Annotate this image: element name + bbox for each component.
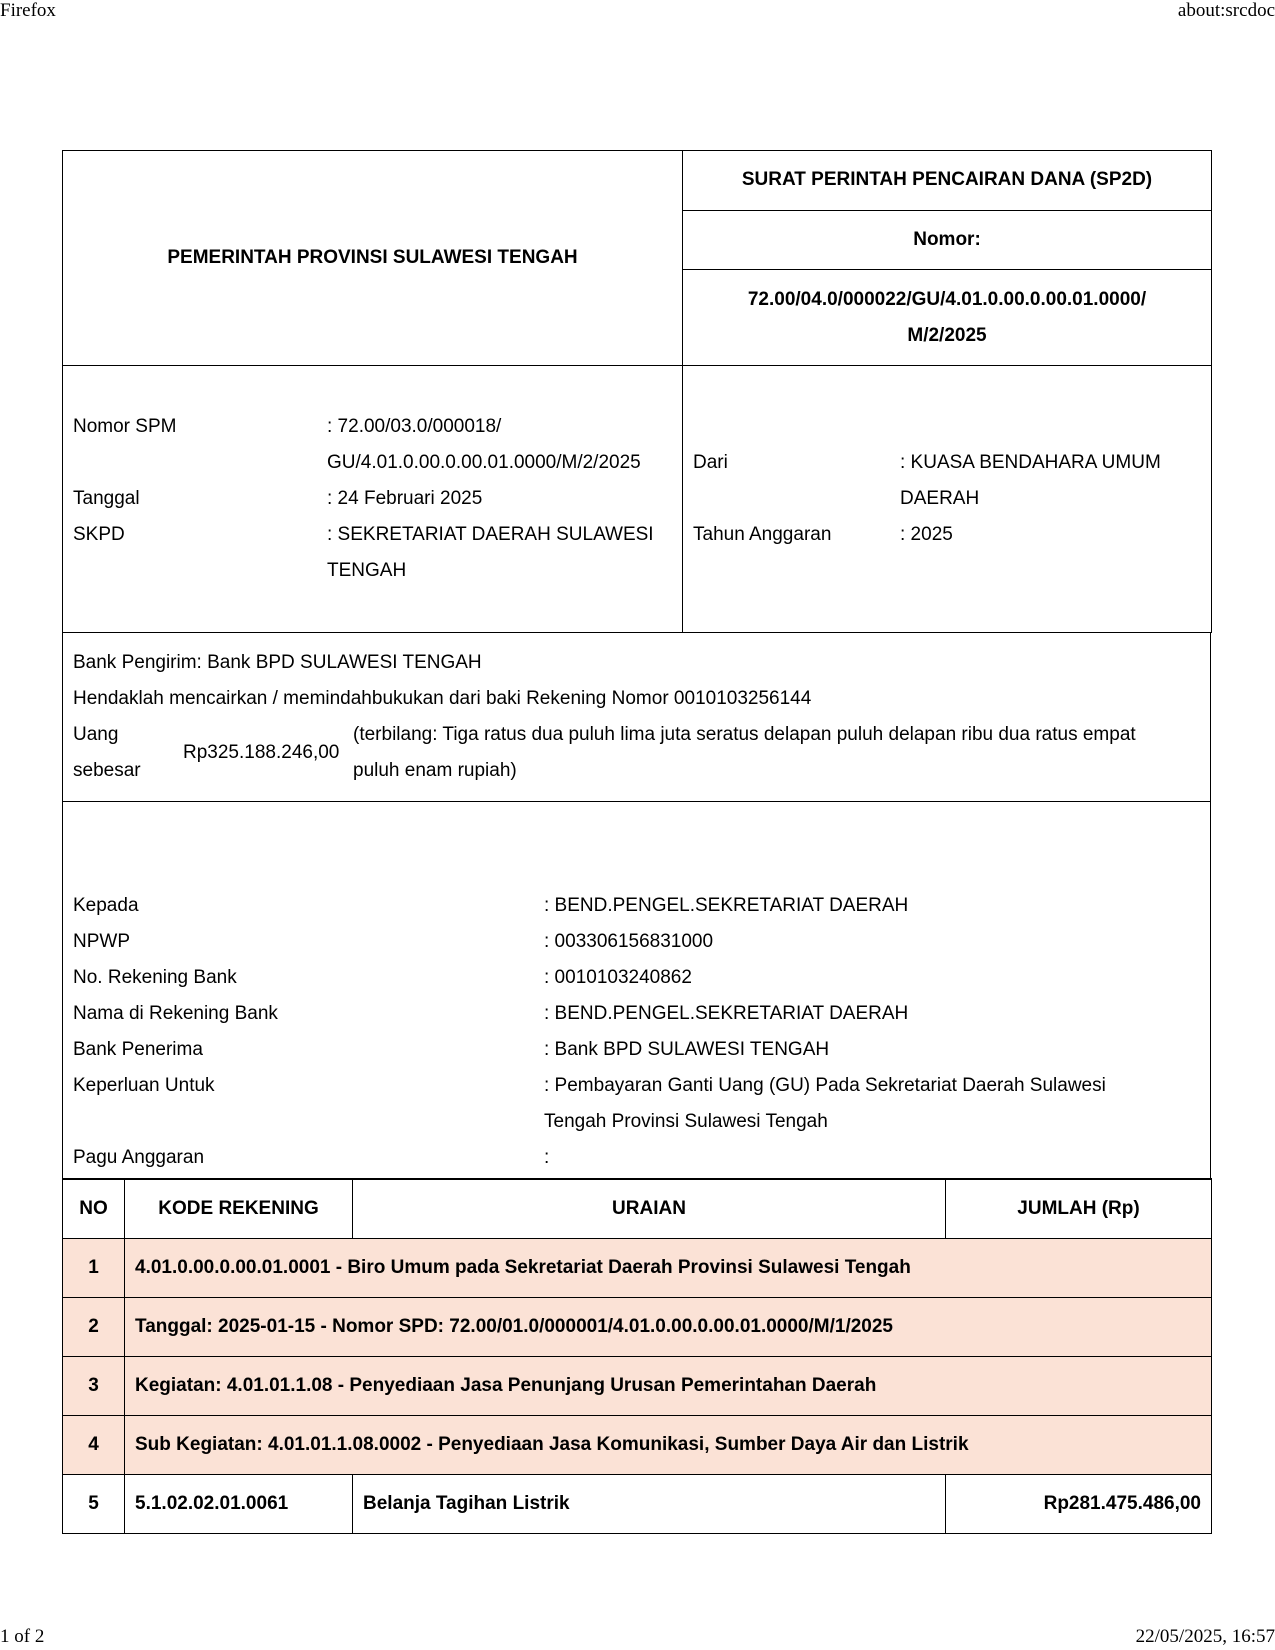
- table-row: [63, 1416, 1212, 1475]
- items-table: [62, 1178, 1212, 1534]
- pagu-value: :: [544, 1147, 550, 1168]
- nomor-label: Nomor:: [683, 210, 1212, 270]
- bank-penerima-value: : Bank BPD SULAWESI TENGAH: [544, 1039, 830, 1060]
- table-row: [63, 1239, 1212, 1298]
- rekening-value: : 0010103240862: [544, 967, 692, 988]
- kepada-value: : BEND.PENGEL.SEKRETARIAT DAERAH: [544, 895, 909, 916]
- sp2d-document: [62, 150, 1211, 1534]
- table-row: [63, 1475, 1212, 1534]
- row-no: 4: [63, 1416, 125, 1475]
- row-group-text: 4.01.0.00.0.00.01.0001 - Biro Umum pada Sekretariat Daerah Provinsi Sulawesi Tengah: [125, 1239, 1212, 1298]
- dari-info: [683, 366, 1212, 633]
- nomor-value: [683, 270, 1212, 366]
- dari-line1: : KUASA BENDAHARA UMUM: [900, 452, 1161, 473]
- header-jumlah: JUMLAH (Rp): [946, 1179, 1212, 1239]
- uang-label: [73, 717, 183, 789]
- nomor-value-line2: M/2/2025: [907, 324, 987, 346]
- row-no: 5: [63, 1475, 125, 1534]
- bank-info: [63, 633, 1211, 802]
- npwp-value: : 003306156831000: [544, 931, 714, 952]
- dari-label: Dari: [693, 452, 728, 473]
- header-uraian: URAIAN: [353, 1179, 946, 1239]
- rekening-label: No. Rekening Bank: [73, 967, 237, 988]
- header-kode-rekening: KODE REKENING: [125, 1179, 353, 1239]
- print-header-app: Firefox: [0, 0, 56, 21]
- table-row: [63, 1298, 1212, 1357]
- row-group-text: Kegiatan: 4.01.01.1.08 - Penyediaan Jasa Penunjang Urusan Pemerintahan Daerah: [125, 1357, 1212, 1416]
- tanggal-label: Tanggal: [73, 488, 140, 509]
- print-header-url: about:srcdoc: [1177, 0, 1275, 21]
- uang-label-line1: Uang: [73, 724, 119, 745]
- spm-info: [63, 366, 683, 633]
- bank-table: [62, 632, 1211, 802]
- items-header-row: [63, 1179, 1212, 1239]
- keperluan-line1: : Pembayaran Ganti Uang (GU) Pada Sekretariat Daerah Sulawesi: [544, 1075, 1106, 1096]
- nomor-value-line1: 72.00/04.0/000022/GU/4.01.0.00.0.00.01.0000/: [747, 288, 1147, 310]
- nama-rekening-value: : BEND.PENGEL.SEKRETARIAT DAERAH: [544, 1003, 909, 1024]
- row-no: 1: [63, 1239, 125, 1298]
- keperluan-line2: Tengah Provinsi Sulawesi Tengah: [544, 1111, 828, 1132]
- nomor-spm-line1: : 72.00/03.0/000018/: [327, 416, 502, 437]
- uang-amount: Rp325.188.246,00: [183, 742, 340, 763]
- row-no: 2: [63, 1298, 125, 1357]
- skpd-label: SKPD: [73, 524, 125, 545]
- kepada-label: Kepada: [73, 895, 139, 916]
- print-footer-datetime: 22/05/2025, 16:57: [1135, 1626, 1275, 1647]
- dari-value: [900, 445, 1201, 517]
- skpd-line2: TENGAH: [327, 560, 407, 581]
- print-footer-page: 1 of 2: [0, 1626, 45, 1647]
- row-no: 3: [63, 1357, 125, 1416]
- keperluan-value: [544, 1068, 1200, 1140]
- keperluan-label: Keperluan Untuk: [73, 1075, 215, 1096]
- skpd-line1: : SEKRETARIAT DAERAH SULAWESI: [327, 524, 654, 545]
- recipient-table: [62, 801, 1211, 1179]
- nomor-spm-value: [327, 409, 672, 481]
- uang-label-line2: sebesar: [73, 760, 141, 781]
- row-group-text: Tanggal: 2025-01-15 - Nomor SPD: 72.00/01.0/000001/4.01.0.00.0.00.01.0000/M/1/2025: [125, 1298, 1212, 1357]
- recipient-info: [63, 802, 1211, 1179]
- title-table: [62, 150, 1212, 366]
- row-kode-rekening: 5.1.02.02.01.0061: [125, 1475, 353, 1534]
- table-row: [63, 1357, 1212, 1416]
- bank-penerima-label: Bank Penerima: [73, 1039, 203, 1060]
- row-group-text: Sub Kegiatan: 4.01.01.1.08.0002 - Penyediaan Jasa Komunikasi, Sumber Daya Air dan Listrik: [125, 1416, 1212, 1475]
- terbilang-line2: puluh enam rupiah): [353, 760, 517, 781]
- tanggal-value: : 24 Februari 2025: [327, 488, 483, 509]
- dari-line2: DAERAH: [900, 488, 980, 509]
- document-type-title: SURAT PERINTAH PENCAIRAN DANA (SP2D): [683, 151, 1212, 211]
- npwp-label: NPWP: [73, 931, 130, 952]
- row-jumlah: Rp281.475.486,00: [946, 1475, 1212, 1534]
- nomor-spm-line2: GU/4.01.0.00.0.00.01.0000/M/2/2025: [327, 452, 641, 473]
- bank-pengirim: Bank Pengirim: Bank BPD SULAWESI TENGAH: [73, 652, 482, 673]
- nama-rekening-label: Nama di Rekening Bank: [73, 1003, 278, 1024]
- tahun-anggaran-value: : 2025: [900, 524, 953, 545]
- info-table: [62, 365, 1212, 633]
- pagu-label: Pagu Anggaran: [73, 1147, 205, 1168]
- transfer-instruction: Hendaklah mencairkan / memindahbukukan dari baki Rekening Nomor 0010103256144: [73, 688, 812, 709]
- uang-sebesar-row: [73, 717, 1200, 789]
- tahun-anggaran-label: Tahun Anggaran: [693, 524, 832, 545]
- skpd-value: [327, 517, 672, 589]
- terbilang-line1: (terbilang: Tiga ratus dua puluh lima juta seratus delapan puluh delapan ribu dua ratus empat: [353, 724, 1136, 745]
- row-uraian: Belanja Tagihan Listrik: [353, 1475, 946, 1534]
- terbilang: [353, 717, 1200, 789]
- government-name: PEMERINTAH PROVINSI SULAWESI TENGAH: [63, 151, 683, 366]
- header-no: NO: [63, 1179, 125, 1239]
- nomor-spm-label: Nomor SPM: [73, 416, 177, 437]
